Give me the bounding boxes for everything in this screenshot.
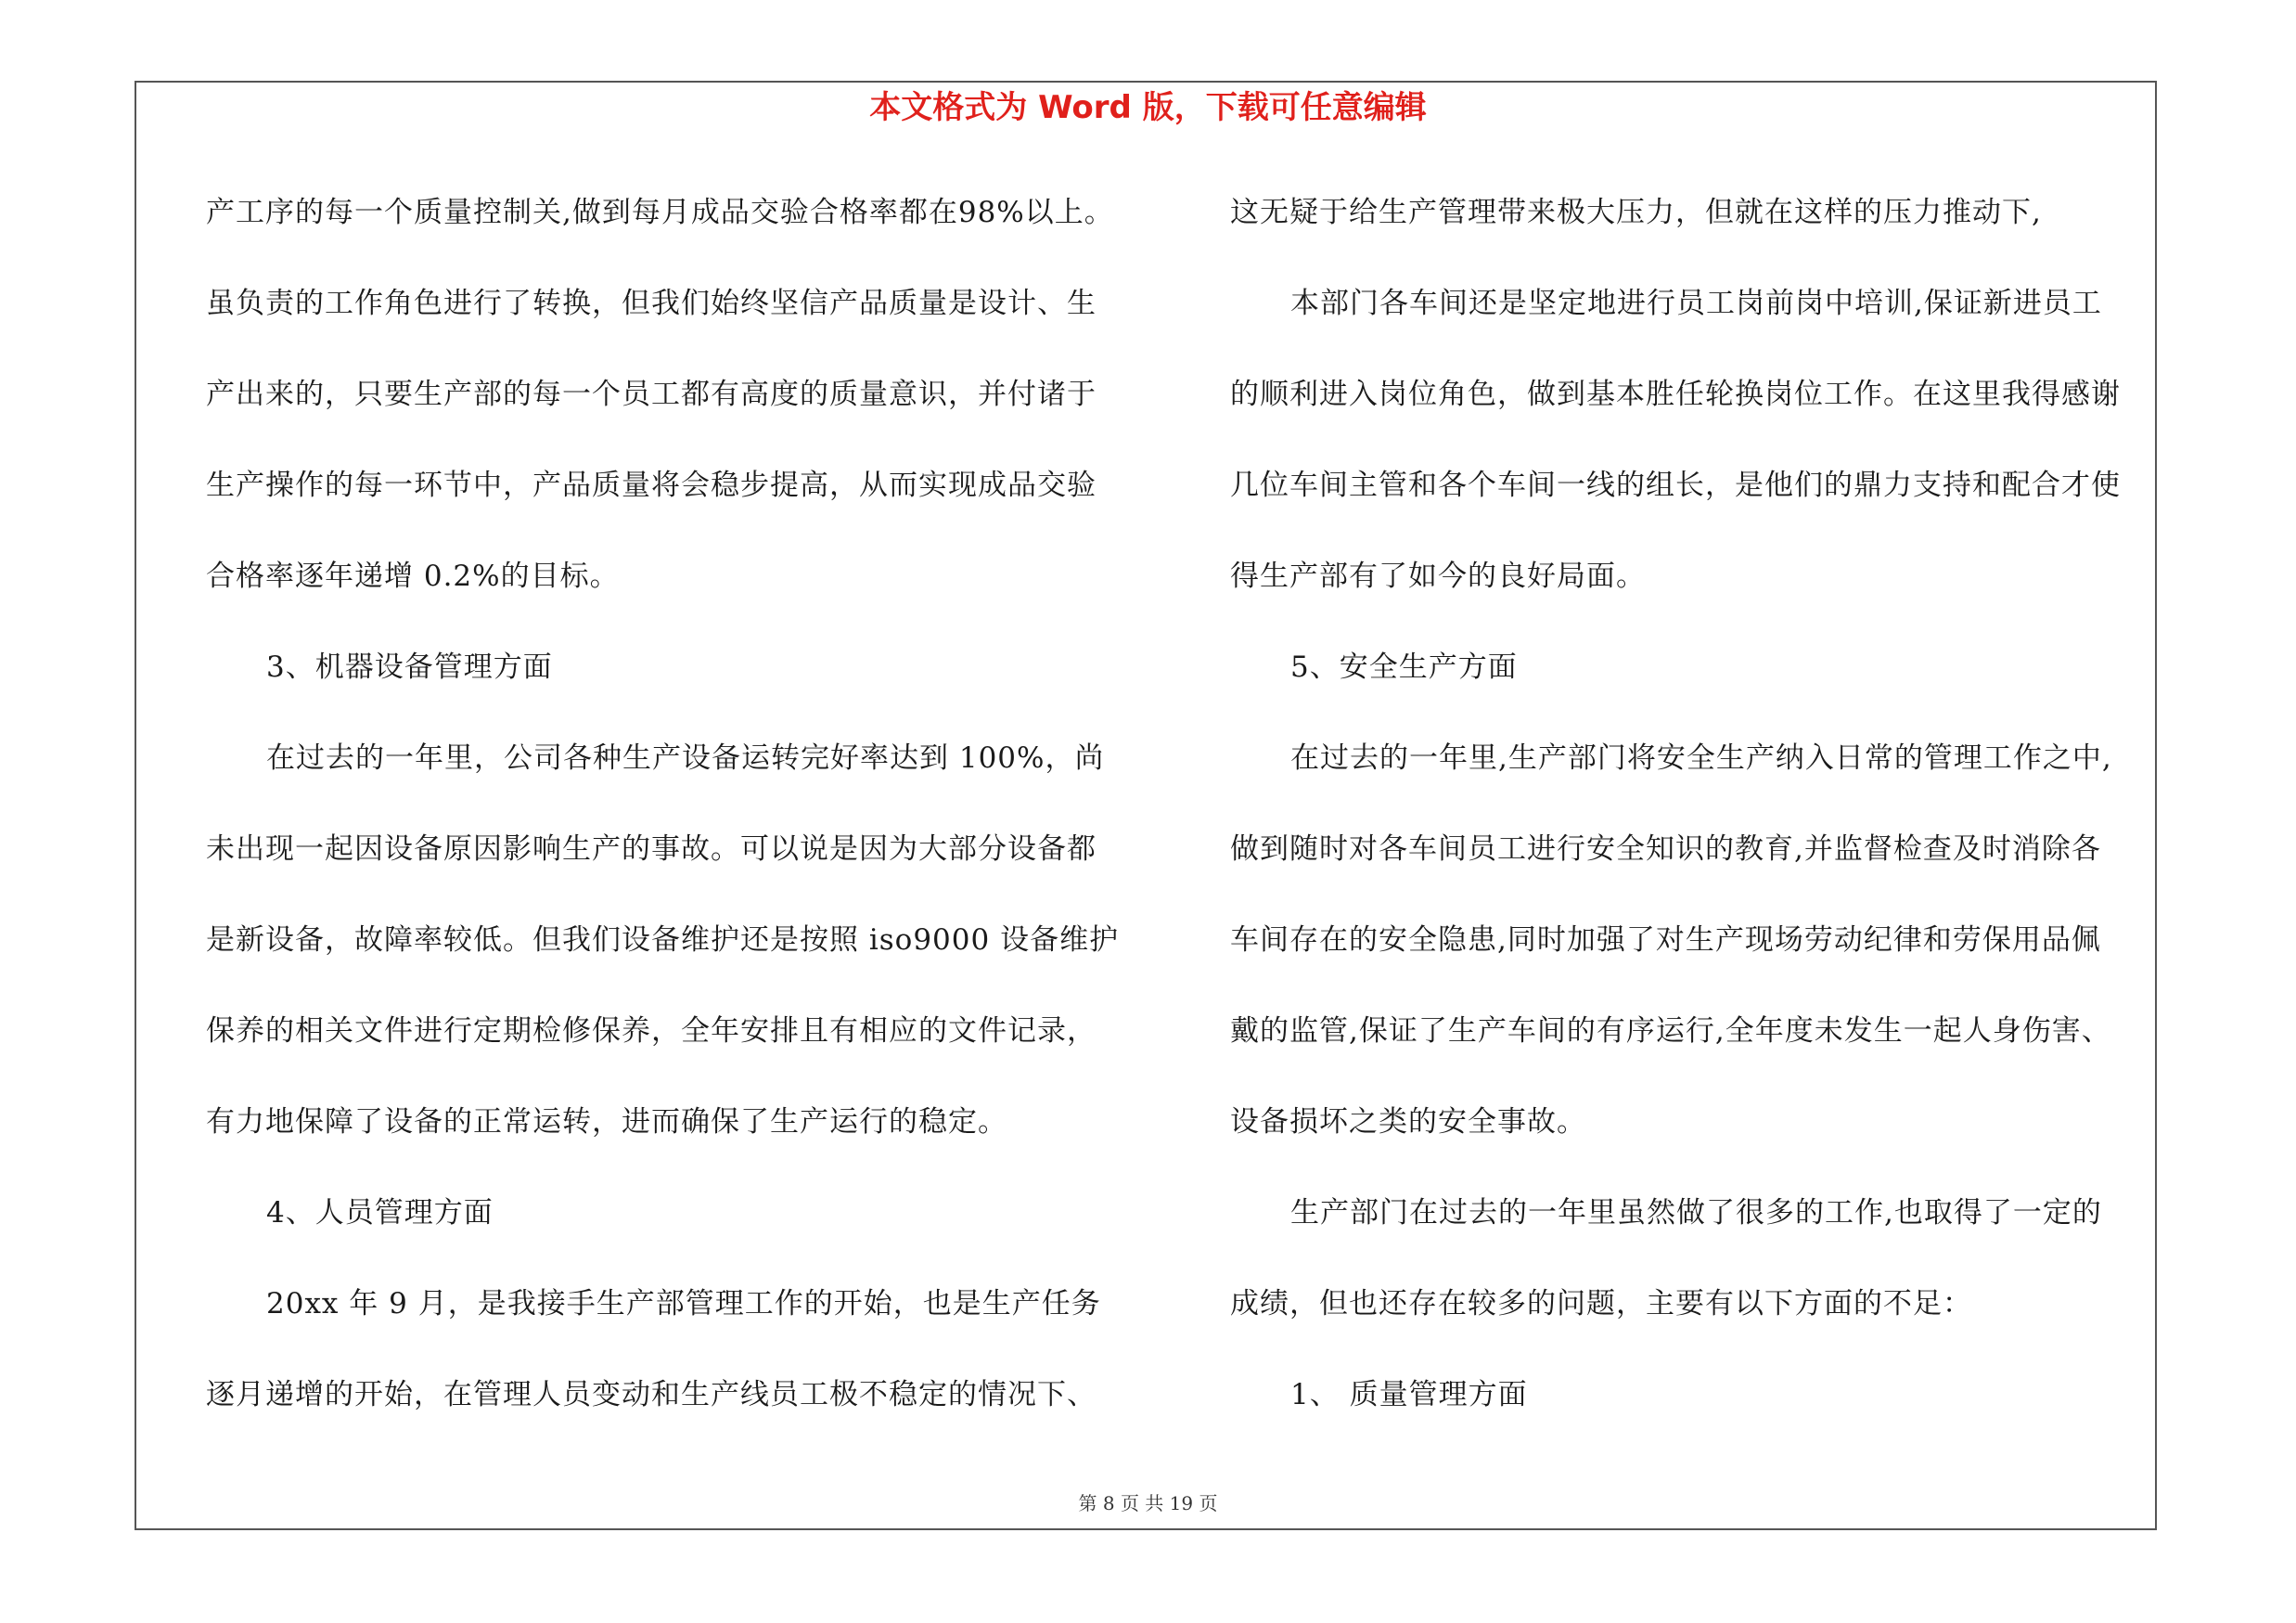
text-line: 在过去的一年里,生产部门将安全生产纳入日常的管理工作之中, [1290,741,2112,775]
right-column [1230,167,2158,1440]
text-line: 做到随时对各车间员工进行安全知识的教育,并监督检查及时消除各 [1230,832,2101,866]
text-line: 虽负责的工作角色进行了转换，但我们始终坚信产品质量是设计、生 [206,287,1097,320]
text-line: 的顺利进入岗位角色，做到基本胜任轮换岗位工作。在这里我得感谢 [1230,378,2121,411]
left-column [206,167,1134,1440]
text-line: 有力地保障了设备的正常运转，进而确保了生产运行的稳定。 [206,1105,1007,1139]
text-line: 是新设备，故障率较低。但我们设备维护还是按照 iso9000 设备维护 [206,923,1120,957]
text-line: 逐月递增的开始，在管理人员变动和生产线员工极不稳定的情况下、 [206,1378,1097,1411]
text-line: 生产部门在过去的一年里虽然做了很多的工作,也取得了一定的 [1290,1196,2102,1230]
text-line: 20xx 年 9 月，是我接手生产部管理工作的开始，也是生产任务 [266,1287,1101,1320]
text-line: 车间存在的安全隐患,同时加强了对生产现场劳动纪律和劳保用品佩 [1230,923,2101,957]
section-heading: 1、 质量管理方面 [1290,1378,1528,1411]
text-line: 保养的相关文件进行定期检修保养，全年安排且有相应的文件记录， [206,1014,1097,1048]
text-line: 成绩，但也还存在较多的问题，主要有以下方面的不足： [1230,1287,1972,1320]
text-line: 在过去的一年里，公司各种生产设备运转完好率达到 100%，尚 [266,741,1105,775]
text-line: 产出来的，只要生产部的每一个员工都有高度的质量意识，并付诸于 [206,378,1097,411]
text-line: 戴的监管,保证了生产车间的有序运行,全年度未发生一起人身伤害、 [1230,1014,2111,1048]
text-line: 本部门各车间还是坚定地进行员工岗前岗中培训,保证新进员工 [1290,287,2102,320]
section-heading: 4、人员管理方面 [266,1196,494,1230]
page-number: 第 8 页 共 19 页 [1078,1492,1218,1514]
text-line: 几位车间主管和各个车间一线的组长，是他们的鼎力支持和配合才使 [1230,469,2121,502]
section-heading: 5、安全生产方面 [1290,650,1518,684]
text-line: 产工序的每一个质量控制关,做到每月成品交验合格率都在98%以上。 [206,196,1114,229]
text-line: 得生产部有了如今的良好局面。 [1230,560,1646,593]
text-line: 这无疑于给生产管理带来极大压力，但就在这样的压力推动下, [1230,196,2042,229]
text-line: 合格率逐年递增 0.2%的目标。 [206,560,620,593]
format-banner: 本文格式为 Word 版，下载可任意编辑 [869,89,1427,126]
section-heading: 3、机器设备管理方面 [266,650,553,684]
text-line: 未出现一起因设备原因影响生产的事故。可以说是因为大部分设备都 [206,832,1097,866]
text-line: 生产操作的每一环节中，产品质量将会稳步提高，从而实现成品交验 [206,469,1097,502]
text-line: 设备损坏之类的安全事故。 [1230,1105,1586,1139]
